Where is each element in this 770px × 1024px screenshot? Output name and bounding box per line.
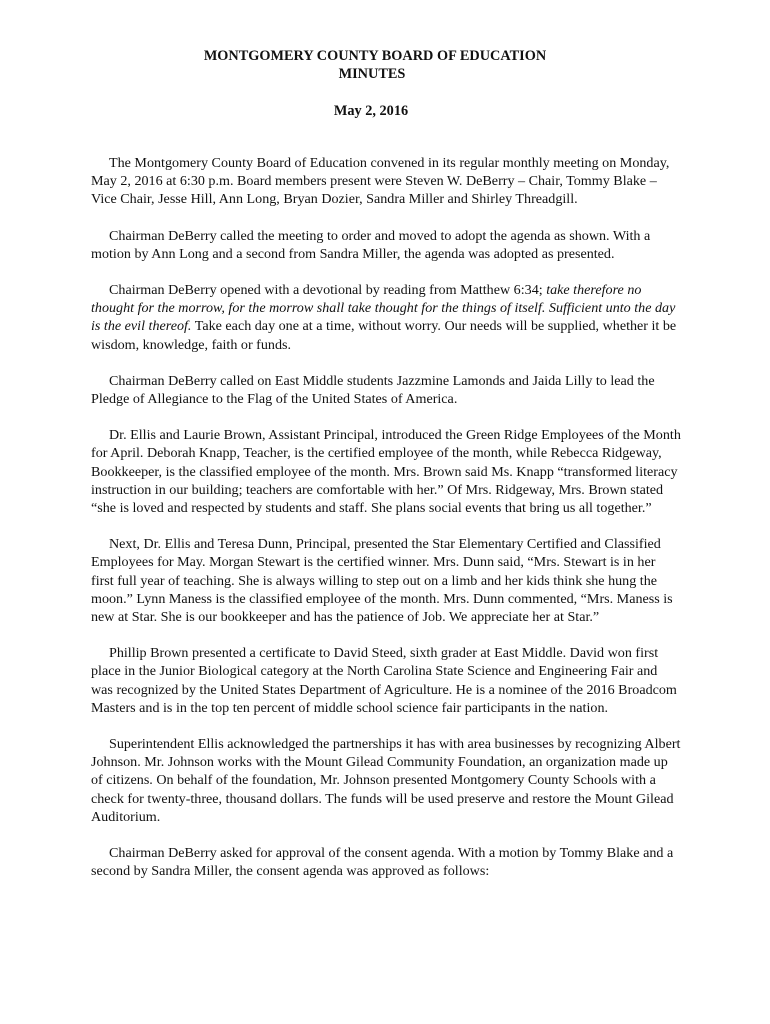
devotional-intro: Chairman DeBerry opened with a devotional by reading from Matthew 6:34; (109, 282, 547, 299)
paragraph-star-elementary-employees: Next, Dr. Ellis and Teresa Dunn, Principal, presented the Star Elementary Certified and Classified Employees for May. Morgan Stewart is the certified winner. Mrs. Dunn said, “Mrs. Stewart is in her first full year of teaching. She is always willing to step out on a limb and her kids think she hung the moon.” Lynn Maness is the classified employee of the month. Mrs. Dunn commented, “Mrs. Maness is new at Star. She is our bookkeeper and has the patience of Job. We appreciate her at Star.” (91, 536, 673, 626)
paragraph-partnerships: Superintendent Ellis acknowledged the partnerships it has with area businesses by recognizing Albert Johnson. Mr. Johnson works with the Mount Gilead Community Foundation, an organization made up of citizens. On behalf of the foundation, Mr. Johnson presented Montgomery County Schools with a check for twenty-three, thousand dollars. The funds will be used preserve and restore the Mount Gilead Auditorium. (91, 736, 681, 825)
paragraph-devotional (91, 281, 681, 354)
document-title: MONTGOMERY COUNTY BOARD OF EDUCATION (203, 48, 547, 64)
devotional-closing: Take each day one at a time, without worry. Our needs will be supplied, whether it be wisdom, knowledge, faith or funds. (91, 318, 677, 353)
paragraph-student-certificate: Phillip Brown presented a certificate to David Steed, sixth grader at East Middle. David won first place in the Junior Biological category at the North Carolina State Science and Engineering Fair and was recognized by the United States Department of Agriculture. He is a nominee of the 2016 Broadcom Masters and is in the top ten percent of middle school science fair participants in the nation. (91, 645, 677, 716)
paragraph-meeting-convened: The Montgomery County Board of Education convened in its regular monthly meeting on Monday, May 2, 2016 at 6:30 p.m. Board members present were Steven W. DeBerry – Chair, Tommy Blake – Vice Chair, Jesse Hill, Ann Long, Bryan Dozier, Sandra Miller and Shirley Threadgill. (91, 155, 670, 208)
scripture-quote: take therefore no thought for the morrow, for the morrow shall take thought for the things of itself. Sufficient unto the day is the evil thereof. (91, 282, 676, 335)
minutes-body (91, 154, 681, 899)
paragraph-consent-agenda: Chairman DeBerry asked for approval of the consent agenda. With a motion by Tommy Blake and a second by Sandra Miller, the consent agenda was approved as follows: (91, 845, 674, 880)
paragraph-pledge: Chairman DeBerry called on East Middle students Jazzmine Lamonds and Jaida Lilly to lead the Pledge of Allegiance to the Flag of the United States of America. (91, 372, 655, 408)
paragraph-green-ridge-employees: Dr. Ellis and Laurie Brown, Assistant Principal, introduced the Green Ridge Employees of the Month for April. Deborah Knapp, Teacher, is the certified employee of the month, while Rebecca Ridgeway, Bookkeeper, is the classified employee of the month. Mrs. Brown said Ms. Knapp “transformed literacy instruction in our building; teachers are comfortable with her.” Of Mrs. Ridgeway, Mrs. Brown stated “she is loved and respected by students and staff. She plans social events that bring us all together.” (91, 427, 681, 517)
document-subtitle: MINUTES (338, 66, 406, 82)
meeting-date: May 2, 2016 (333, 103, 409, 119)
paragraph-agenda-adopted: Chairman DeBerry called the meeting to order and moved to adopt the agenda as shown. With a motion by Ann Long and a second from Sandra Miller, the agenda was adopted as presented. (91, 227, 651, 262)
